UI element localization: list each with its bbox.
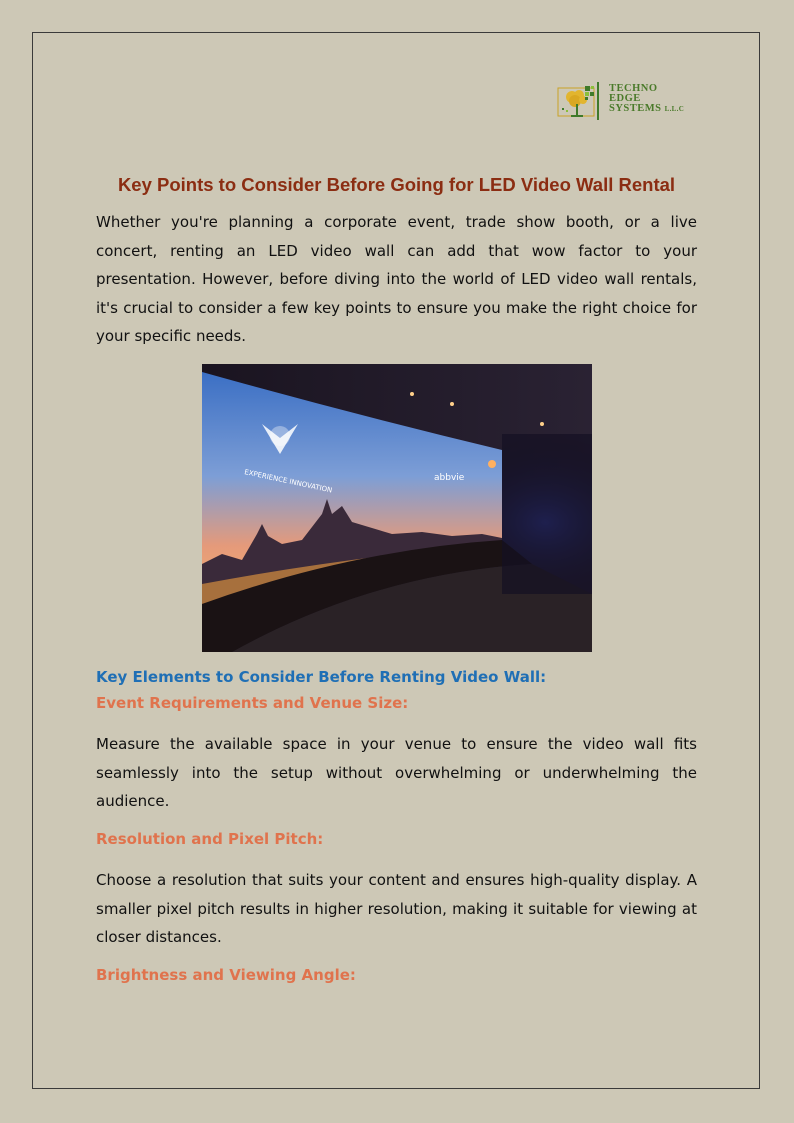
logo-line-1: TECHNO: [609, 83, 658, 94]
subheading-resolution: Resolution and Pixel Pitch:: [96, 830, 324, 848]
logo-line-2: EDGE: [609, 93, 641, 104]
logo-line-3: SYSTEMS: [609, 103, 662, 114]
subheading-brightness: Brightness and Viewing Angle:: [96, 966, 356, 984]
screen-text-left: EXPERIENCE INNOVATION: [243, 468, 333, 495]
paragraph-event-requirements: Measure the available space in your venue to ensure the video wall fits seamlessly into the setup without overwhelming or underwhelming the audience.: [96, 735, 697, 810]
subheading-event-requirements: Event Requirements and Venue Size:: [96, 694, 409, 712]
logo-suffix: L.L.C: [664, 105, 685, 113]
screen-text-right: abbvie: [434, 473, 465, 483]
page-title: Key Points to Consider Before Going for LED Video Wall Rental: [117, 174, 676, 195]
section-heading: Key Elements to Consider Before Renting Video Wall:: [96, 668, 547, 686]
logo-wordmark: [609, 84, 684, 114]
led-video-wall-photo: [202, 364, 592, 652]
paragraph-resolution: Choose a resolution that suits your content and ensures high-quality display. A smaller pixel pitch results in higher resolution, making it suitable for viewing at closer distances.: [96, 871, 697, 946]
company-logo: [557, 82, 707, 124]
logo-tree-icon: [557, 82, 607, 122]
intro-paragraph: Whether you're planning a corporate event, trade show booth, or a live concert, renting an LED video wall can add that wow factor to your presentation. However, before diving into the world of LED video wall rentals, it's crucial to consider a few key points to ensure you make the right choice for your specific needs.: [96, 213, 697, 345]
